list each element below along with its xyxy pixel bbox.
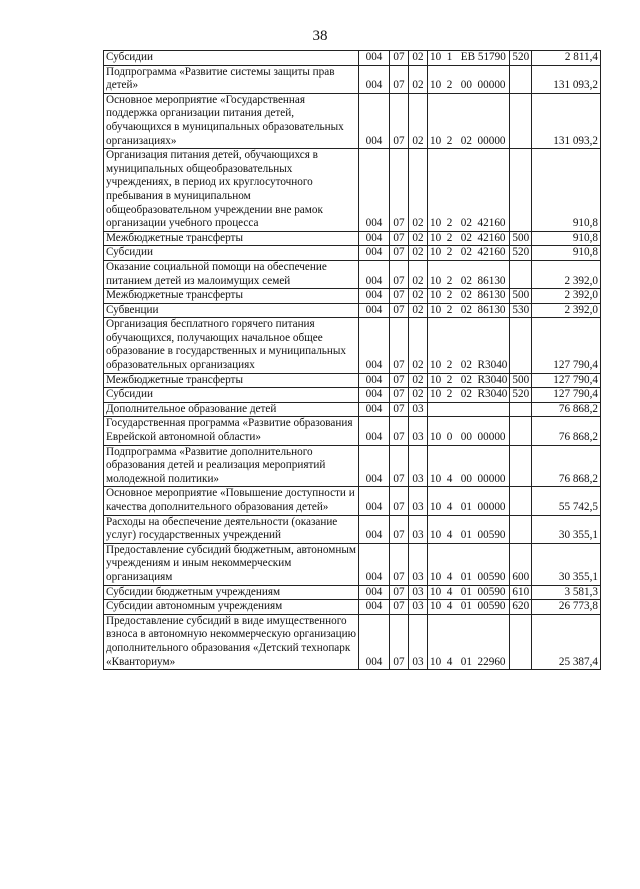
expense-name-cell: Предоставление субсидий в виде имущественного взноса в автономную некоммерческую организацию дополнительного образования «Детский технопарк «Кванториум»: [104, 614, 359, 669]
expense-type-cell: 600: [510, 543, 532, 585]
subsection-code-cell: 02: [409, 303, 428, 318]
expense-name-cell: Субвенции: [104, 303, 359, 318]
ministry-code-cell: 004: [359, 614, 390, 669]
subsection-code-cell: 02: [409, 65, 428, 93]
table-row: [104, 543, 601, 585]
subsection-code-cell: 03: [409, 543, 428, 585]
expense-name-cell: Основное мероприятие «Государственная поддержка организации питания детей, обучающихся в муниципальных образовательных организациях»: [104, 93, 359, 148]
target-article-cell: 10 4 01 00590: [428, 585, 510, 600]
expense-type-cell: 620: [510, 600, 532, 615]
expense-type-cell: 530: [510, 303, 532, 318]
table-row: [104, 289, 601, 304]
ministry-code-cell: 004: [359, 487, 390, 515]
ministry-code-cell: 004: [359, 246, 390, 261]
target-article-cell: 10 1 ЕВ 51790: [428, 51, 510, 66]
table-row: [104, 65, 601, 93]
subsection-code-cell: 03: [409, 600, 428, 615]
expense-name-cell: Дополнительное образование детей: [104, 402, 359, 417]
expense-name-cell: Межбюджетные трансферты: [104, 373, 359, 388]
ministry-code-cell: 004: [359, 445, 390, 487]
amount-cell: 3 581,3: [532, 585, 601, 600]
subsection-code-cell: 03: [409, 515, 428, 543]
target-article-cell: 10 4 01 00590: [428, 600, 510, 615]
section-code-cell: 07: [390, 417, 409, 445]
amount-cell: 127 790,4: [532, 318, 601, 373]
section-code-cell: 07: [390, 515, 409, 543]
subsection-code-cell: 02: [409, 318, 428, 373]
table-row: [104, 260, 601, 288]
amount-cell: 910,8: [532, 149, 601, 232]
subsection-code-cell: 03: [409, 445, 428, 487]
section-code-cell: 07: [390, 445, 409, 487]
amount-cell: 30 355,1: [532, 543, 601, 585]
table-row: [104, 51, 601, 66]
target-article-cell: 10 4 01 00000: [428, 487, 510, 515]
expense-type-cell: 610: [510, 585, 532, 600]
expense-type-cell: [510, 445, 532, 487]
subsection-code-cell: 02: [409, 373, 428, 388]
target-article-cell: 10 4 01 22960: [428, 614, 510, 669]
amount-cell: 76 868,2: [532, 402, 601, 417]
table-row: [104, 149, 601, 232]
ministry-code-cell: 004: [359, 231, 390, 246]
amount-cell: 910,8: [532, 246, 601, 261]
amount-cell: 131 093,2: [532, 65, 601, 93]
expense-name-cell: Межбюджетные трансферты: [104, 231, 359, 246]
section-code-cell: 07: [390, 289, 409, 304]
subsection-code-cell: 02: [409, 51, 428, 66]
budget-table: [103, 50, 601, 670]
section-code-cell: 07: [390, 51, 409, 66]
subsection-code-cell: 02: [409, 246, 428, 261]
expense-type-cell: 520: [510, 388, 532, 403]
expense-type-cell: 500: [510, 373, 532, 388]
target-article-cell: 10 4 00 00000: [428, 445, 510, 487]
section-code-cell: 07: [390, 246, 409, 261]
expense-name-cell: Оказание социальной помощи на обеспечение питанием детей из малоимущих семей: [104, 260, 359, 288]
section-code-cell: 07: [390, 231, 409, 246]
subsection-code-cell: 02: [409, 231, 428, 246]
amount-cell: 2 811,4: [532, 51, 601, 66]
section-code-cell: 07: [390, 487, 409, 515]
section-code-cell: 07: [390, 388, 409, 403]
section-code-cell: 07: [390, 260, 409, 288]
section-code-cell: 07: [390, 543, 409, 585]
page-number: 38: [312, 28, 328, 44]
table-row: [104, 417, 601, 445]
target-article-cell: 10 2 02 42160: [428, 231, 510, 246]
amount-cell: 2 392,0: [532, 289, 601, 304]
table-row: [104, 93, 601, 148]
expense-type-cell: [510, 149, 532, 232]
ministry-code-cell: 004: [359, 51, 390, 66]
amount-cell: 25 387,4: [532, 614, 601, 669]
ministry-code-cell: 004: [359, 65, 390, 93]
amount-cell: 910,8: [532, 231, 601, 246]
ministry-code-cell: 004: [359, 585, 390, 600]
expense-type-cell: [510, 614, 532, 669]
section-code-cell: 07: [390, 93, 409, 148]
expense-name-cell: Субсидии: [104, 51, 359, 66]
table-row: [104, 402, 601, 417]
expense-name-cell: Субсидии автономным учреждениям: [104, 600, 359, 615]
expense-name-cell: Организация питания детей, обучающихся в муниципальных общеобразовательных учреждениях, в период их круглосуточного пребывания в муниципальном общеобразовательном учреждении вне рамок организации учебного процесса: [104, 149, 359, 232]
ministry-code-cell: 004: [359, 543, 390, 585]
target-article-cell: 10 2 02 00000: [428, 93, 510, 148]
ministry-code-cell: 004: [359, 303, 390, 318]
target-article-cell: 10 4 01 00590: [428, 543, 510, 585]
expense-type-cell: [510, 260, 532, 288]
subsection-code-cell: 03: [409, 614, 428, 669]
subsection-code-cell: 03: [409, 585, 428, 600]
table-row: [104, 373, 601, 388]
table-row: [104, 487, 601, 515]
subsection-code-cell: 03: [409, 487, 428, 515]
table-row: [104, 445, 601, 487]
target-article-cell: 10 2 02 86130: [428, 303, 510, 318]
expense-type-cell: [510, 318, 532, 373]
expense-type-cell: [510, 65, 532, 93]
ministry-code-cell: 004: [359, 289, 390, 304]
table-row: [104, 231, 601, 246]
amount-cell: 2 392,0: [532, 303, 601, 318]
subsection-code-cell: 02: [409, 388, 428, 403]
table-row: [104, 585, 601, 600]
target-article-cell: 10 2 02 86130: [428, 260, 510, 288]
expense-type-cell: 500: [510, 231, 532, 246]
ministry-code-cell: 004: [359, 402, 390, 417]
amount-cell: 76 868,2: [532, 417, 601, 445]
ministry-code-cell: 004: [359, 318, 390, 373]
expense-type-cell: 520: [510, 51, 532, 66]
target-article-cell: 10 2 02 42160: [428, 246, 510, 261]
target-article-cell: 10 2 02 R3040: [428, 373, 510, 388]
expense-name-cell: Субсидии: [104, 246, 359, 261]
table-row: [104, 600, 601, 615]
expense-type-cell: [510, 402, 532, 417]
subsection-code-cell: 02: [409, 93, 428, 148]
ministry-code-cell: 004: [359, 388, 390, 403]
expense-name-cell: Подпрограмма «Развитие системы защиты прав детей»: [104, 65, 359, 93]
ministry-code-cell: 004: [359, 373, 390, 388]
target-article-cell: 10 4 01 00590: [428, 515, 510, 543]
ministry-code-cell: 004: [359, 93, 390, 148]
table-row: [104, 515, 601, 543]
expense-name-cell: Расходы на обеспечение деятельности (оказание услуг) государственных учреждений: [104, 515, 359, 543]
section-code-cell: 07: [390, 600, 409, 615]
ministry-code-cell: 004: [359, 149, 390, 232]
target-article-cell: 10 2 02 86130: [428, 289, 510, 304]
target-article-cell: 10 2 00 00000: [428, 65, 510, 93]
target-article-cell: 10 2 02 R3040: [428, 318, 510, 373]
expense-type-cell: [510, 417, 532, 445]
amount-cell: 30 355,1: [532, 515, 601, 543]
ministry-code-cell: 004: [359, 417, 390, 445]
expense-type-cell: 500: [510, 289, 532, 304]
subsection-code-cell: 02: [409, 149, 428, 232]
expense-type-cell: [510, 487, 532, 515]
table-row: [104, 388, 601, 403]
target-article-cell: 10 2 02 R3040: [428, 388, 510, 403]
expense-type-cell: 520: [510, 246, 532, 261]
expense-name-cell: Организация бесплатного горячего питания обучающихся, получающих начальное общее образование в государственных и муниципальных образовательных организациях: [104, 318, 359, 373]
table-row: [104, 246, 601, 261]
table-row: [104, 614, 601, 669]
subsection-code-cell: 02: [409, 289, 428, 304]
target-article-cell: 10 2 02 42160: [428, 149, 510, 232]
ministry-code-cell: 004: [359, 600, 390, 615]
target-article-cell: 10 0 00 00000: [428, 417, 510, 445]
expense-name-cell: Подпрограмма «Развитие дополнительного образования детей и реализация мероприятий молодежной политики»: [104, 445, 359, 487]
section-code-cell: 07: [390, 318, 409, 373]
ministry-code-cell: 004: [359, 515, 390, 543]
amount-cell: 55 742,5: [532, 487, 601, 515]
amount-cell: 131 093,2: [532, 93, 601, 148]
subsection-code-cell: 03: [409, 417, 428, 445]
amount-cell: 127 790,4: [532, 388, 601, 403]
table-row: [104, 303, 601, 318]
expense-name-cell: Предоставление субсидий бюджетным, автономным учреждениям и иным некоммерческим организациям: [104, 543, 359, 585]
subsection-code-cell: 02: [409, 260, 428, 288]
expense-type-cell: [510, 515, 532, 543]
expense-name-cell: Субсидии бюджетным учреждениям: [104, 585, 359, 600]
expense-name-cell: Основное мероприятие «Повышение доступности и качества дополнительного образования детей»: [104, 487, 359, 515]
section-code-cell: 07: [390, 149, 409, 232]
amount-cell: 76 868,2: [532, 445, 601, 487]
section-code-cell: 07: [390, 402, 409, 417]
expense-name-cell: Межбюджетные трансферты: [104, 289, 359, 304]
section-code-cell: 07: [390, 65, 409, 93]
target-article-cell: [428, 402, 510, 417]
amount-cell: 2 392,0: [532, 260, 601, 288]
expense-name-cell: Субсидии: [104, 388, 359, 403]
amount-cell: 127 790,4: [532, 373, 601, 388]
expense-type-cell: [510, 93, 532, 148]
section-code-cell: 07: [390, 585, 409, 600]
ministry-code-cell: 004: [359, 260, 390, 288]
table-row: [104, 318, 601, 373]
section-code-cell: 07: [390, 373, 409, 388]
section-code-cell: 07: [390, 303, 409, 318]
amount-cell: 26 773,8: [532, 600, 601, 615]
section-code-cell: 07: [390, 614, 409, 669]
subsection-code-cell: 03: [409, 402, 428, 417]
expense-name-cell: Государственная программа «Развитие образования Еврейской автономной области»: [104, 417, 359, 445]
